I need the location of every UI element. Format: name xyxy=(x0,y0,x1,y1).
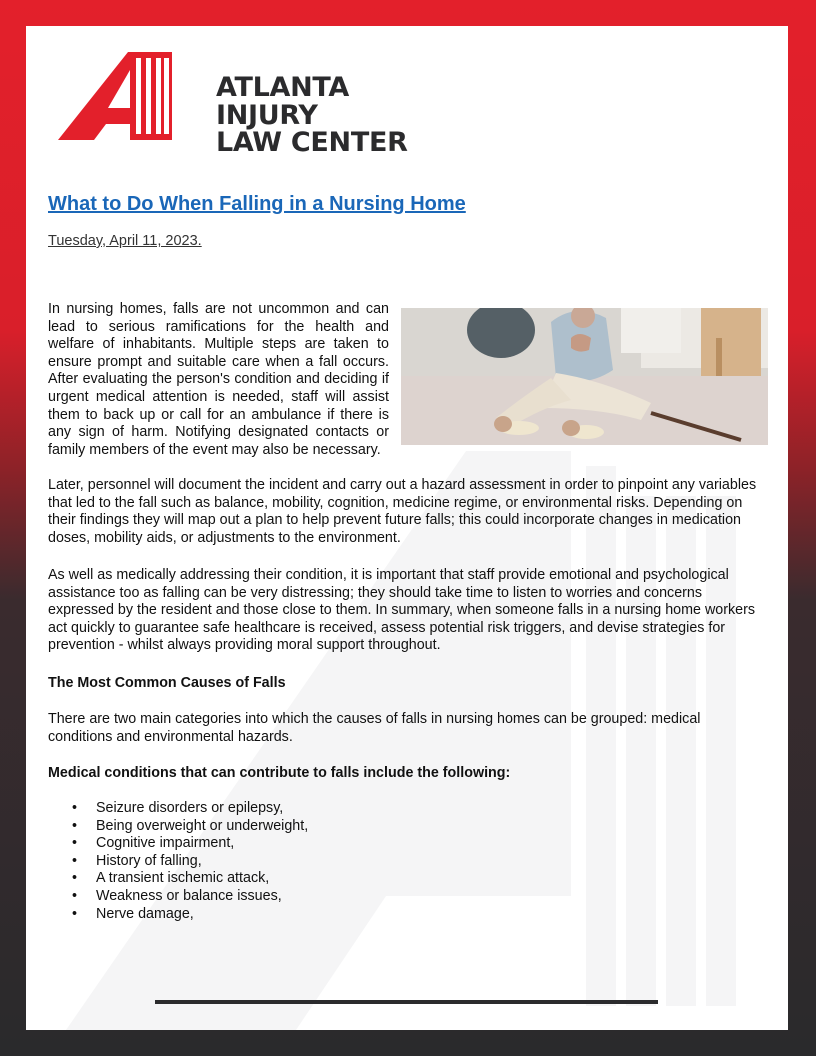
fallen-resident-photo xyxy=(401,308,768,445)
list-item: • History of falling, xyxy=(48,853,308,871)
document-page xyxy=(26,26,788,1030)
categories-paragraph: There are two main categories into which the causes of falls in nursing homes can be grouped: medical conditions and environmental hazards. xyxy=(48,711,701,745)
footer-divider xyxy=(155,1000,658,1004)
logo-line-2: INJURY xyxy=(216,99,318,131)
list-item: • Weakness or balance issues, xyxy=(48,888,308,906)
list-item: • Cognitive impairment, xyxy=(48,835,308,853)
medical-conditions-heading: Medical conditions that can contribute to falls include the following: xyxy=(48,765,511,781)
company-logo[interactable] xyxy=(56,48,408,158)
logo-wordmark xyxy=(216,74,408,157)
article-date: Tuesday, April 11, 2023. xyxy=(48,233,202,249)
list-item: • Being overweight or underweight, xyxy=(48,818,308,836)
intro-paragraph: In nursing homes, falls are not uncommon and can lead to serious ramifications for the health and welfare of inhabitants. Multiple steps are taken to ensure prompt and suitable care when a fall occurs. After evaluating the person's condition and deciding if urgent medical attention is needed, staff will assist them to back up or call for an ambulance if there is any sign of harm. Notifying designated contacts or family members of the event may also be necessary. xyxy=(48,301,389,458)
logo-line-3: LAW CENTER xyxy=(216,127,408,158)
support-paragraph: As well as medically addressing their condition, it is important that staff provide emotional and psychological assistance too as falling can be very distressing; they should take time to listen to worries and concerns expressed by the resident and those close to them. In summary, when someone falls in a nursing home workers act quickly to guarantee safe healthcare is received, assess potential risk triggers, and devise strategies for prevention - whilst always providing moral support throughout. xyxy=(48,567,755,654)
list-item: • Nerve damage, xyxy=(48,906,308,924)
article-title-link[interactable]: What to Do When Falling in a Nursing Home xyxy=(48,193,466,215)
list-item: • Seizure disorders or epilepsy, xyxy=(48,800,308,818)
list-item: • A transient ischemic attack, xyxy=(48,870,308,888)
medical-causes-list xyxy=(48,800,308,923)
assessment-paragraph: Later, personnel will document the incident and carry out a hazard assessment in order to pinpoint any variables that led to the fall such as balance, mobility, cognition, medicine regime, or environmental risks. Depending on their findings they will map out a plan to help prevent future falls; this could incorporate changes in medication doses, mobility aids, or adjustments to the environment. xyxy=(48,477,757,546)
causes-heading: The Most Common Causes of Falls xyxy=(48,675,286,691)
logo-line-1: ATLANTA xyxy=(216,72,350,103)
logo-mark-icon xyxy=(56,48,186,148)
